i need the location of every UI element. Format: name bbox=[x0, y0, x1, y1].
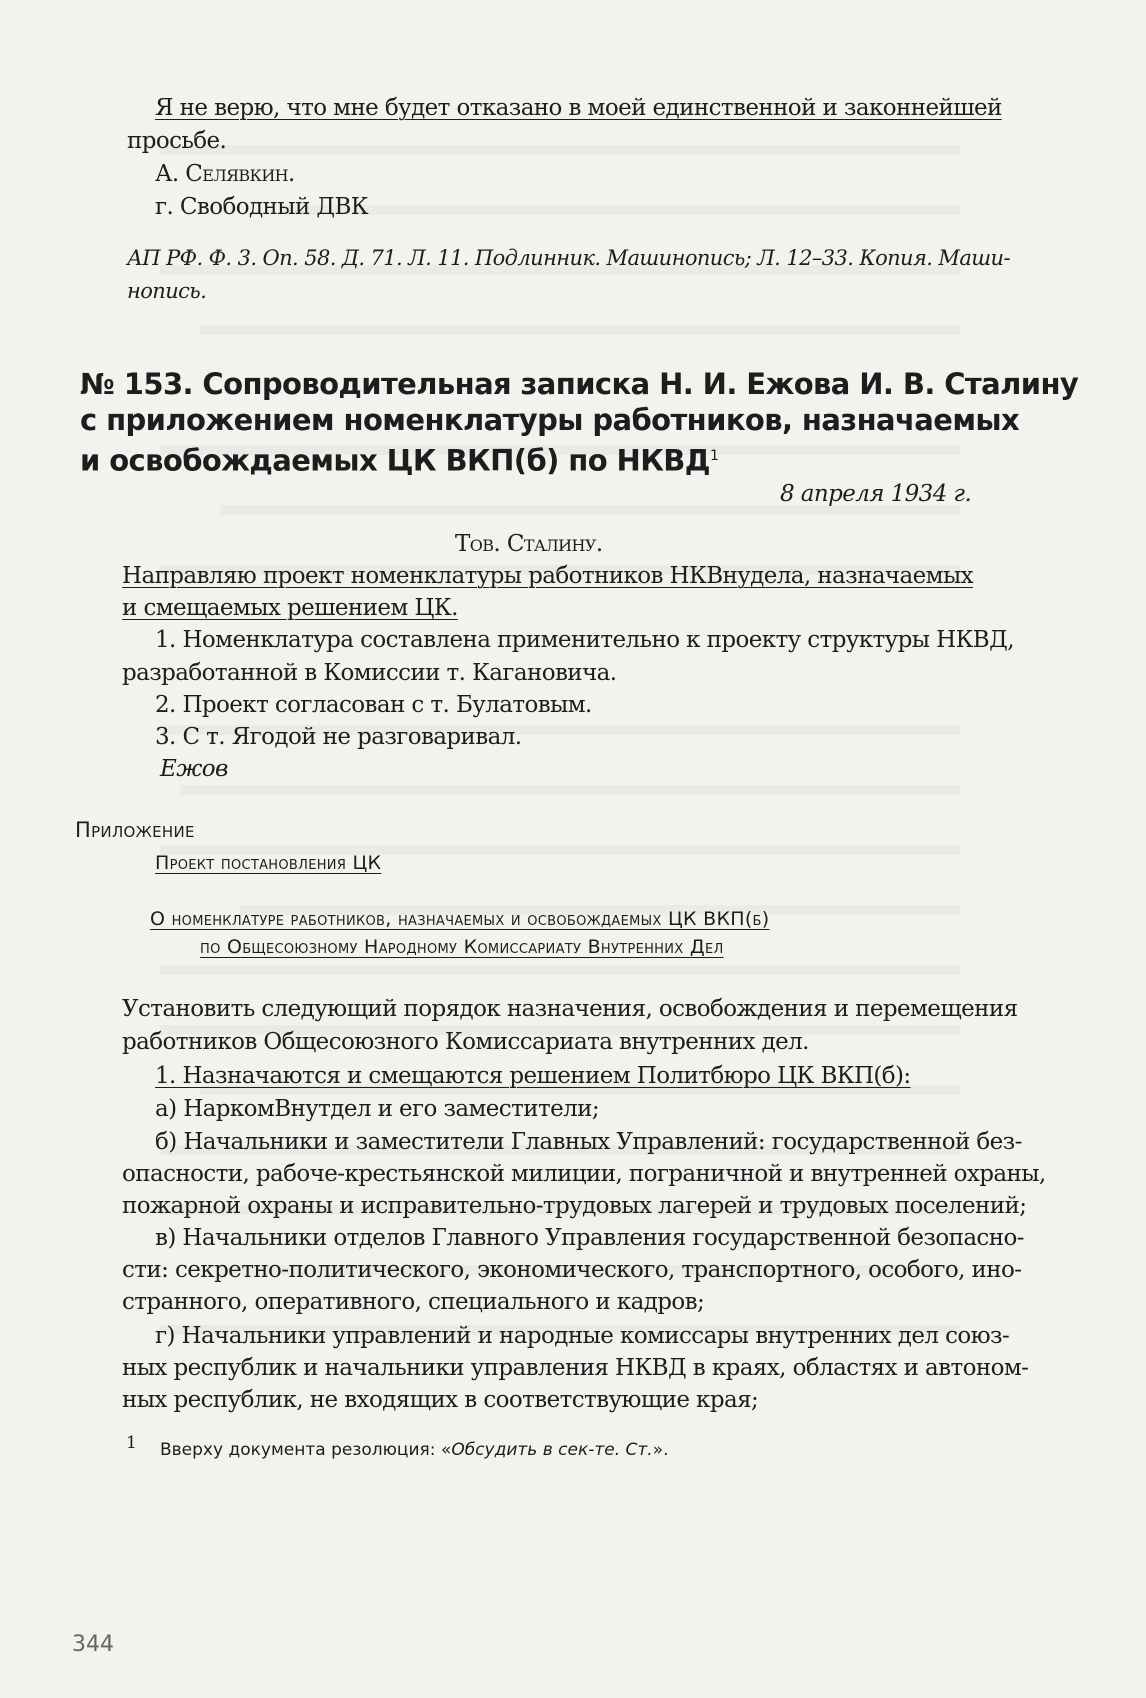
item-b-line-1: б) Начальники и заместители Главных Управлений: государственной без- bbox=[155, 1129, 1022, 1155]
item-v-line-2: сти: секретно-политического, экономического, транспортного, особого, ино- bbox=[122, 1257, 1022, 1283]
letter-line-1: Я не верю, что мне будет отказано в моей единственной и законнейшей bbox=[155, 95, 1002, 121]
item-g-line-3: ных республик, не входящих в соответствующие края; bbox=[122, 1387, 759, 1413]
draft-label: Проект постановления ЦК bbox=[155, 852, 382, 874]
note-intro-line-2: и смещаемых решением ЦК. bbox=[122, 595, 458, 621]
doc-date: 8 апреля 1934 г. bbox=[780, 481, 972, 507]
item-b-line-2: опасности, рабоче-крестьянской милиции, пограничной и внутренней охраны, bbox=[122, 1161, 1046, 1187]
footnote-prefix: Вверху документа резолюция: « bbox=[160, 1440, 452, 1460]
letter-line-2: просьбе. bbox=[127, 128, 227, 154]
letter-signature: А. Селявкин. bbox=[155, 161, 295, 187]
note-signature: Ежов bbox=[160, 756, 228, 782]
item-g-line-2: ных республик и начальники управления НКВД в краях, областях и автоном- bbox=[122, 1355, 1029, 1381]
item-v-line-3: странного, оперативного, специального и кадров; bbox=[122, 1289, 705, 1315]
footnote-text bbox=[160, 1440, 669, 1460]
item-g-line-1: г) Начальники управлений и народные комиссары внутренних дел союз- bbox=[155, 1323, 1010, 1349]
note-point-1-line-2: разработанной в Комиссии т. Кагановича. bbox=[122, 660, 617, 686]
footnote-mark: 1 bbox=[126, 1433, 137, 1453]
doc-title-line-2: с приложением номенклатуры работников, назначаемых bbox=[80, 403, 1020, 437]
doc-title-footnote-mark: 1 bbox=[710, 448, 719, 464]
archive-ref-line-2: нопись. bbox=[127, 279, 207, 303]
doc-title-line-1: № 153. Сопроводительная записка Н. И. Ежова И. В. Сталину bbox=[80, 367, 1079, 401]
item-1: 1. Назначаются и смещаются решением Политбюро ЦК ВКП(б): bbox=[155, 1063, 911, 1089]
note-point-2: 2. Проект согласован с т. Булатовым. bbox=[155, 692, 592, 718]
appendix-title-line-2: по Общесоюзному Народному Комиссариату Внутренних Дел bbox=[200, 936, 724, 958]
item-b-line-3: пожарной охраны и исправительно-трудовых лагерей и трудовых поселений; bbox=[122, 1193, 1027, 1219]
item-v-line-1: в) Начальники отделов Главного Управления государственной безопасно- bbox=[155, 1225, 1024, 1251]
para1-line-1: Установить следующий порядок назначения, освобождения и перемещения bbox=[122, 996, 1018, 1022]
footnote-resolution: Обсудить в сек-те. Ст. bbox=[451, 1440, 653, 1460]
archive-ref-line-1: АП РФ. Ф. 3. Оп. 58. Д. 71. Л. 11. Подлинник. Машинопись; Л. 12–33. Копия. Маши- bbox=[127, 246, 1010, 270]
para1-line-2: работников Общесоюзного Комиссариата внутренних дел. bbox=[122, 1029, 809, 1055]
page-number: 344 bbox=[72, 1632, 114, 1657]
addressee: Тов. Сталину. bbox=[455, 531, 603, 557]
letter-place: г. Свободный ДВК bbox=[155, 194, 368, 220]
note-point-1-line-1: 1. Номенклатура составлена применительно к проекту структуры НКВД, bbox=[155, 627, 1014, 653]
note-point-3: 3. С т. Ягодой не разговаривал. bbox=[155, 724, 522, 750]
doc-title-line-3 bbox=[80, 438, 718, 479]
note-intro-line-1: Направляю проект номенклатуры работников НКВнудела, назначаемых bbox=[122, 563, 974, 589]
appendix-title-line-1: О номенклатуре работников, назначаемых и освобождаемых ЦК ВКП(б) bbox=[150, 908, 770, 930]
item-a: а) НаркомВнутдел и его заместители; bbox=[155, 1096, 599, 1122]
appendix-label: Приложение bbox=[75, 818, 195, 842]
footnote-suffix: ». bbox=[652, 1440, 669, 1460]
doc-title-line-3-text: и освобождаемых ЦК ВКП(б) по НКВД bbox=[80, 443, 711, 478]
